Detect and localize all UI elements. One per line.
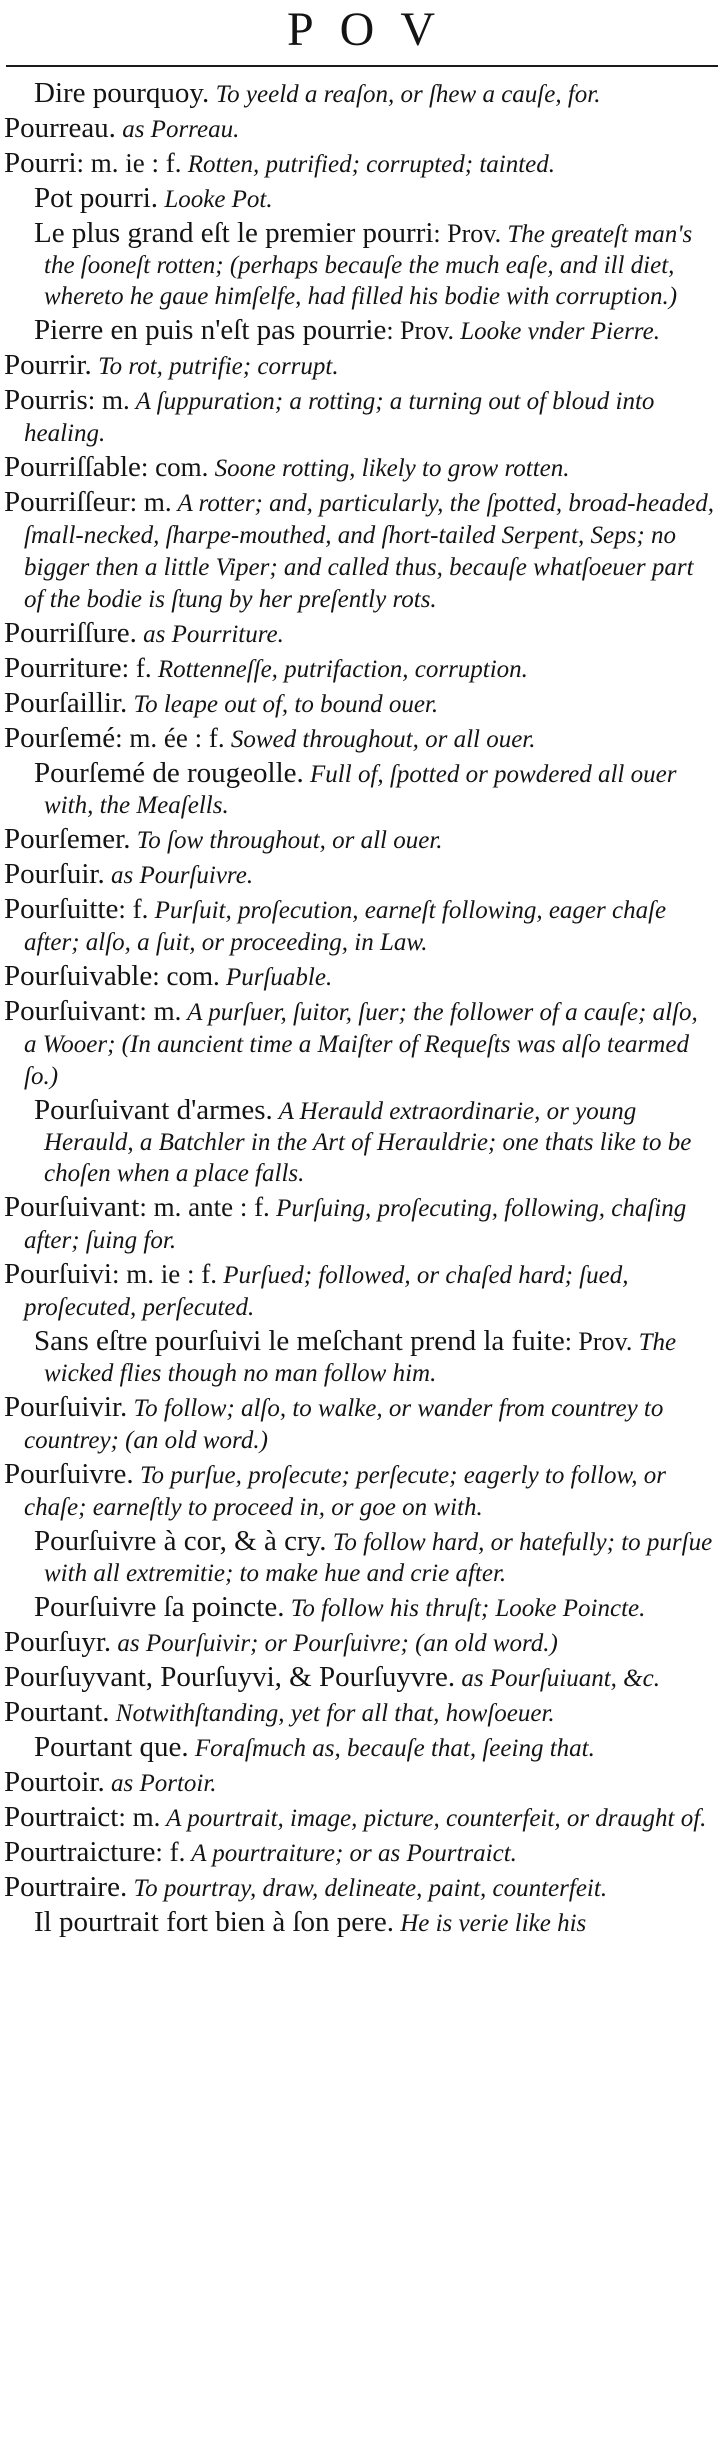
dictionary-entry <box>0 961 722 993</box>
grammar-note: : com. <box>140 452 209 482</box>
definition: To purſue, proſecute; perſecute; eagerly to follow, or chaſe; earneſtly to proceed in, or goe on with. <box>24 1462 666 1521</box>
grammar-note: : Prov. <box>386 316 454 345</box>
headword: Pourtant. <box>4 1696 110 1728</box>
definition: The greateſt man's the ſooneſt rotten; (perhaps becauſe the much eaſe, and ill diet, whereto he gaue himſelfe, had filled his bodie with corruption.) <box>44 221 693 310</box>
definition: as Pourſuivre. <box>104 862 254 889</box>
dictionary-entry <box>0 1767 722 1799</box>
dictionary-entry <box>0 1802 722 1834</box>
headword: Pourris <box>4 384 88 416</box>
dictionary-entry <box>0 824 722 856</box>
definition: To ſow throughout, or all ouer. <box>130 827 443 854</box>
headword: Pourtraire. <box>4 1871 128 1903</box>
dictionary-entry <box>0 996 722 1092</box>
grammar-note: : m. <box>87 385 130 415</box>
definition: A rotter; and, particularly, the ſpotted, broad-headed, ſmall-necked, ſharpe-mouthed, and ſhort-tailed Serpent, Seps; no bigger then a little Viper; and called thus, becauſe whatſoeuer part of the bodie is ſtung by her preſently rots. <box>24 490 714 613</box>
headword: Pourſemer. <box>4 823 131 855</box>
dictionary-entry <box>0 1837 722 1869</box>
dictionary-entry <box>0 113 722 145</box>
dictionary-entry <box>0 1662 722 1694</box>
sub-entry <box>0 1592 722 1624</box>
headword: Dire pourquoy. <box>34 78 210 109</box>
definition: Purſuit, proſecution, earneſt following, eager chaſe after; alſo, a ſuit, or proceeding, in Law. <box>24 897 667 956</box>
headword: Pourſuivable <box>4 960 153 992</box>
headword: Pourriſſure. <box>4 617 137 649</box>
headword: Le plus grand eſt le premier pourri <box>34 217 434 249</box>
definition: To follow; alſo, to walke, or wander from countrey to countrey; (an old word.) <box>24 1395 664 1454</box>
definition: Full of, ſpotted or powdered all ouer with, the Meaſells. <box>44 761 677 819</box>
definition: Notwithſtanding, yet for all that, howſoeuer. <box>109 1700 555 1727</box>
definition: To leape out of, to bound ouer. <box>127 691 439 718</box>
dictionary-entry <box>0 1697 722 1729</box>
dictionary-entry <box>0 859 722 891</box>
dictionary-entry <box>0 1259 722 1323</box>
sub-entry <box>0 1526 722 1589</box>
headword: Pourriture <box>4 652 122 684</box>
grammar-note: : m. ie : f. <box>76 148 182 178</box>
page-title: POV <box>286 3 462 56</box>
headword: Pourtoir. <box>4 1766 105 1798</box>
dictionary-entry <box>0 350 722 382</box>
headword: Il pourtrait fort bien à ſon pere. <box>34 1906 394 1938</box>
definition: To rot, putrifie; corrupt. <box>91 353 339 380</box>
sub-entry <box>0 1907 722 1939</box>
definition: Soone rotting, likely to grow rotten. <box>208 455 570 482</box>
dictionary-entry <box>0 894 722 958</box>
definition: A ſuppuration; a rotting; a turning out of bloud into healing. <box>24 388 655 447</box>
definition: as Pourſuiuant, &c. <box>455 1665 660 1692</box>
definition: To follow hard, or hatefully; to purſue with all extremitie; to make hue and crie after. <box>44 1529 713 1587</box>
definition: Purſuing, proſecuting, following, chaſing after; ſuing for. <box>24 1195 687 1254</box>
sub-entry <box>0 1732 722 1764</box>
definition: as Porreau. <box>115 116 240 143</box>
headword: Pot pourri. <box>34 182 159 214</box>
sub-entry <box>0 758 722 821</box>
definition: A pourtraiture; or as Pourtraict. <box>185 1840 517 1867</box>
definition: Rottenneſſe, putrifaction, corruption. <box>151 656 528 683</box>
headword: Pourtraict <box>4 1801 119 1833</box>
dictionary-entry <box>0 385 722 449</box>
definition: as Portoir. <box>104 1770 217 1797</box>
headword: Pourriſſable <box>4 451 141 483</box>
headword: Pourtant que. <box>34 1731 189 1763</box>
definition: A purſuer, ſuitor, ſuer; the follower of a cauſe; alſo, a Wooer; (In auncient time a Maiſter of Requeſts was alſo tearmed ſo.) <box>24 999 698 1090</box>
grammar-note: : m. ie : f. <box>111 1259 217 1289</box>
headword: Pourſaillir. <box>4 687 128 719</box>
dictionary-entry <box>0 1872 722 1904</box>
definition: A Herauld extraordinarie, or young Herauld, a Batchler in the Art of Herauldrie; one thats like to be choſen when a place falls. <box>44 1098 692 1187</box>
definition: A pourtrait, image, picture, counterfeit, or draught of. <box>160 1805 707 1832</box>
definition: Purſuable. <box>219 964 333 991</box>
headword: Pourreau. <box>4 112 116 144</box>
dictionary-entry <box>0 618 722 650</box>
dictionary-entry <box>0 723 722 755</box>
definition: The wicked flies though no man follow him. <box>44 1329 677 1387</box>
sub-entry <box>0 315 722 347</box>
definition: as Pourriture. <box>136 621 284 648</box>
grammar-note: : m. ée : f. <box>115 723 225 753</box>
definition: Purſued; followed, or chaſed hard; ſued, proſecuted, perſecuted. <box>24 1262 629 1321</box>
grammar-note: : m. <box>139 996 182 1026</box>
headword: Pourſuivir. <box>4 1391 128 1423</box>
grammar-note: : m. ante : f. <box>139 1192 270 1222</box>
definition: as Pourſuivir; or Pourſuivre; (an old word.) <box>111 1630 558 1657</box>
dictionary-entry <box>0 148 722 180</box>
headword: Pourri <box>4 147 77 179</box>
definition: Looke vnder Pierre. <box>453 318 660 345</box>
definition: Rotten, putrified; corrupted; tainted. <box>181 151 556 178</box>
headword: Pourſuivant d'armes. <box>34 1094 273 1126</box>
headword: Pourſemé de rougeolle. <box>34 757 304 789</box>
definition: Foraſmuch as, becauſe that, ſeeing that. <box>188 1735 595 1762</box>
dictionary-entry <box>0 1459 722 1523</box>
headword: Pourſuivant <box>4 1191 140 1223</box>
definition: To pourtray, draw, delineate, paint, counterfeit. <box>127 1875 608 1902</box>
dictionary-entry <box>0 487 722 615</box>
headword: Pourrir. <box>4 349 92 381</box>
sub-entry <box>0 1095 722 1189</box>
headword: Pourſuir. <box>4 858 105 890</box>
grammar-note: : m. <box>129 487 172 517</box>
sub-entry <box>0 218 722 312</box>
headword: Pourſuivre ſa poincte. <box>34 1591 285 1623</box>
header-rule <box>6 65 718 67</box>
headword: Pourriſſeur <box>4 486 130 518</box>
headword: Pourſuivre à cor, & à cry. <box>34 1525 327 1557</box>
grammar-note: : f. <box>155 1837 186 1867</box>
dictionary-entry <box>0 688 722 720</box>
grammar-note: : m. <box>118 1802 161 1832</box>
dictionary-entry <box>0 653 722 685</box>
headword: Sans eſtre pourſuivi le meſchant prend la fuite <box>34 1325 565 1357</box>
headword: Pourſuyr. <box>4 1626 112 1658</box>
headword: Pourtraicture <box>4 1836 156 1868</box>
dictionary-entry <box>0 452 722 484</box>
definition: Looke Pot. <box>158 186 273 213</box>
dictionary-entry <box>0 1627 722 1659</box>
headword: Pierre en puis n'eſt pas pourrie <box>34 314 387 346</box>
headword: Pourſemé <box>4 722 116 754</box>
grammar-note: : Prov. <box>433 219 502 248</box>
sub-entry <box>0 1326 722 1389</box>
headword: Pourſuivant <box>4 995 140 1027</box>
dictionary-entry <box>0 1192 722 1256</box>
grammar-note: : Prov. <box>564 1327 633 1356</box>
sub-entry <box>0 183 722 215</box>
headword: Pourſuitte <box>4 893 119 925</box>
grammar-note: : f. <box>121 653 152 683</box>
definition: To follow his thruſt; Looke Poincte. <box>284 1595 646 1622</box>
definition: He is verie like his <box>393 1910 587 1937</box>
headword: Pourſuivre. <box>4 1458 134 1490</box>
headword: Pourſuivi <box>4 1258 112 1290</box>
dictionary-entries <box>0 78 722 2454</box>
grammar-note: : com. <box>152 961 220 991</box>
headword: Pourſuyvant, Pourſuyvi, & Pourſuyvre. <box>4 1661 456 1693</box>
grammar-note: : f. <box>118 894 149 924</box>
page-header <box>0 0 722 70</box>
dictionary-entry <box>0 1392 722 1456</box>
definition: To yeeld a reaſon, or ſhew a cauſe, for. <box>209 81 601 108</box>
definition: Sowed throughout, or all ouer. <box>224 726 536 753</box>
sub-entry <box>0 78 722 110</box>
